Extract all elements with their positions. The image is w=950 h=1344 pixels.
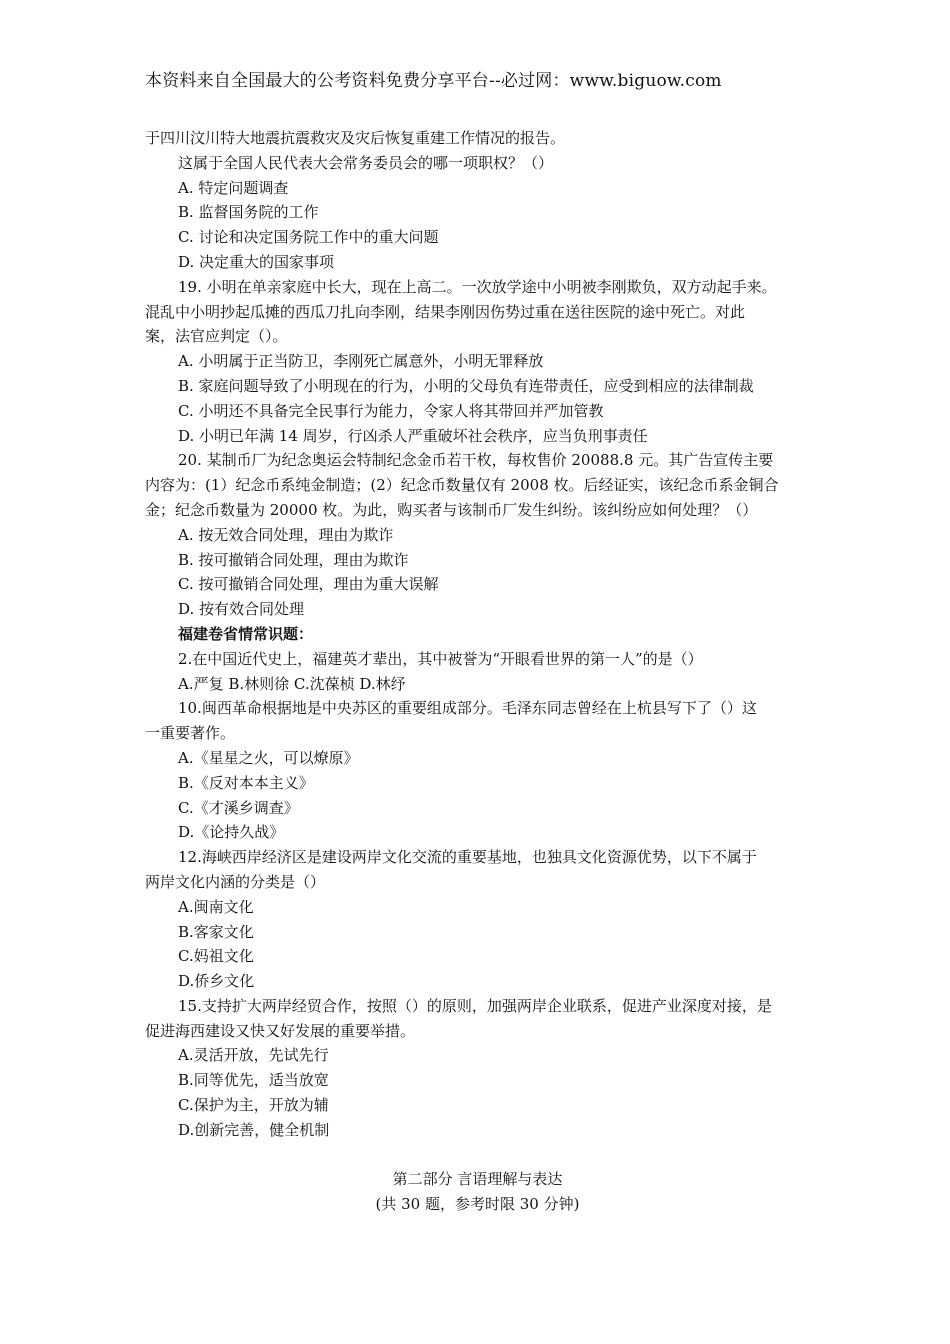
- q18-option-a: A. 特定问题调查: [178, 178, 289, 197]
- fj-q2-question: 2.在中国近代史上，福建英才辈出，其中被誉为“开眼看世界的第一人”的是（）: [178, 649, 703, 668]
- q20-option-d: D. 按有效合同处理: [178, 600, 305, 619]
- q20-option-a: A. 按无效合同处理，理由为欺诈: [178, 525, 394, 544]
- q19-line-3: 案，法官应判定（）。: [145, 327, 288, 346]
- q19-option-c: C. 小明还不具备完全民事行为能力，令家人将其带回并严加管教: [178, 401, 604, 420]
- fj-q12-option-c: C.妈祖文化: [178, 947, 254, 966]
- q20-line-1: 20. 某制币厂为纪念奥运会特制纪念金币若干枚，每枚售价 20088.8 元。其广告宣传主要: [178, 451, 774, 470]
- part2-title: 第二部分 言语理解与表达: [392, 1170, 563, 1189]
- fj-q15-line-1: 15.支持扩大两岸经贸合作，按照（）的原则，加强两岸企业联系，促进产业深度对接，是: [178, 996, 772, 1015]
- fj-q15-option-d: D.创新完善，健全机制: [178, 1120, 330, 1139]
- q18-option-d: D. 决定重大的国家事项: [178, 252, 335, 271]
- fj-q15-line-2: 促进海西建设又快又好发展的重要举措。: [145, 1021, 416, 1040]
- fj-q2-options: A.严复 B.林则徐 C.沈葆桢 D.林纾: [178, 674, 406, 693]
- fj-q12-line-2: 两岸文化内涵的分类是（）: [145, 872, 326, 891]
- q20-line-2: 内容为：(1）纪念币系纯金制造；(2）纪念币数量仅有 2008 枚。后经证实，该纪念币系金铜合: [145, 476, 779, 495]
- fj-q12-option-b: B.客家文化: [178, 922, 254, 941]
- q20-option-c: C. 按可撤销合同处理，理由为重大误解: [178, 575, 439, 594]
- q18-question: 这属于全国人民代表大会常务委员会的哪一项职权？（）: [178, 153, 554, 172]
- fj-q10-line-2: 一重要著作。: [145, 724, 236, 743]
- q20-line-3: 金；纪念币数量为 20000 枚。为此，购买者与该制币厂发生纠纷。该纠纷应如何处理？（）: [145, 500, 758, 519]
- fj-q15-option-b: B.同等优先，适当放宽: [178, 1071, 329, 1090]
- fujian-section-title: 福建卷省情常识题：: [178, 624, 314, 643]
- q19-line-1: 19. 小明在单亲家庭中长大，现在上高二。一次放学途中小明被李刚欺负，双方动起手来。: [178, 277, 777, 296]
- fj-q15-option-a: A.灵活开放，先试先行: [178, 1046, 329, 1065]
- fj-q10-option-a: A.《星星之火，可以燎原》: [178, 748, 359, 767]
- fj-q15-option-c: C.保护为主，开放为辅: [178, 1096, 329, 1115]
- q19-option-a: A. 小明属于正当防卫，李刚死亡属意外，小明无罪释放: [178, 352, 544, 371]
- q18-option-b: B. 监督国务院的工作: [178, 203, 319, 222]
- section-spacer: [145, 1143, 810, 1168]
- fj-q10-option-d: D.《论持久战》: [178, 823, 285, 842]
- fj-q10-option-c: C.《才溪乡调查》: [178, 798, 299, 817]
- document-body: [145, 126, 810, 1217]
- fj-q12-line-1: 12.海峡西岸经济区是建设两岸文化交流的重要基地，也独具文化资源优势，以下不属于: [178, 848, 757, 867]
- q18-continuation: 于四川汶川特大地震抗震救灾及灾后恢复重建工作情况的报告。: [145, 129, 566, 147]
- fj-q10-option-b: B.《反对本本主义》: [178, 773, 314, 792]
- part2-subtitle: (共 30 题，参考时限 30 分钟): [375, 1195, 580, 1214]
- fj-q12-option-d: D.侨乡文化: [178, 972, 255, 991]
- page-header: 本资料来自全国最大的公考资料免费分享平台--必过网：www.biguow.com: [145, 71, 722, 91]
- q18-option-c: C. 讨论和决定国务院工作中的重大问题: [178, 228, 439, 247]
- q20-option-b: B. 按可撤销合同处理，理由为欺诈: [178, 550, 409, 569]
- fj-q10-line-1: 10.闽西革命根据地是中央苏区的重要组成部分。毛泽东同志曾经在上杭县写下了（）这: [178, 699, 757, 718]
- fj-q12-option-a: A.闽南文化: [178, 897, 254, 916]
- q19-option-b: B. 家庭问题导致了小明现在的行为，小明的父母负有连带责任，应受到相应的法律制裁: [178, 376, 754, 395]
- q19-line-2: 混乱中小明抄起瓜摊的西瓜刀扎向李刚，结果李刚因伤势过重在送往医院的途中死亡。对此: [145, 302, 746, 321]
- q19-option-d: D. 小明已年满 14 周岁，行凶杀人严重破坏社会秩序，应当负刑事责任: [178, 426, 648, 445]
